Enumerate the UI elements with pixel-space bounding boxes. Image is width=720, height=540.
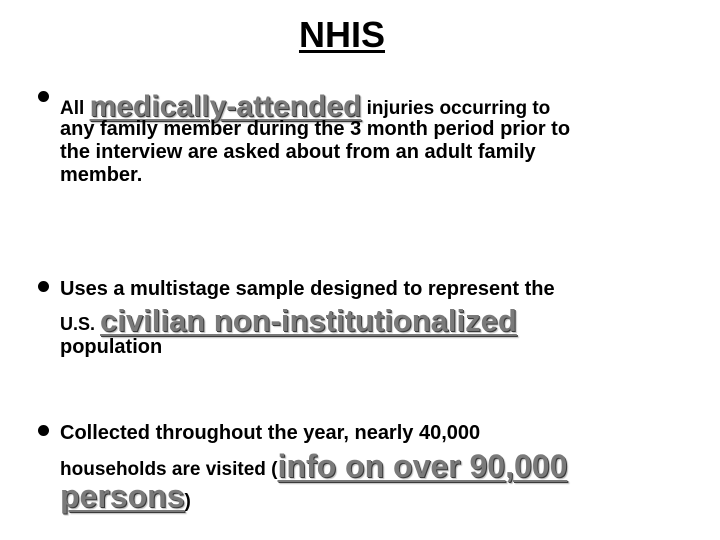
bullet-3-text-a: households are visited ( <box>60 459 278 480</box>
slide-title: NHIS <box>298 14 385 55</box>
bullet-2-text-a: U.S. <box>60 314 96 334</box>
bullet-2-line-3: population <box>60 336 163 358</box>
bullet-icon <box>38 281 49 292</box>
bullet-1-line-4: member. <box>60 164 143 186</box>
bullet-icon <box>38 425 49 436</box>
bullet-3-closing-paren: ) <box>184 491 191 512</box>
emphasis-persons: persons <box>60 478 185 514</box>
bullet-1-text-b: injuries occurring to <box>366 98 551 119</box>
bullet-1-line-1 <box>60 88 550 122</box>
bullet-3-line-3 <box>60 478 191 515</box>
emphasis-info-on-over: info on over 90,000 <box>277 448 568 484</box>
emphasis-medically-attended: medically-attended <box>89 90 362 123</box>
emphasis-civilian-non-institutionalized: civilian non-institutionalized <box>100 303 517 338</box>
bullet-2-line-2 <box>60 302 517 338</box>
bullet-1-line-3: the interview are asked about from an adult family <box>60 141 536 163</box>
bullet-3-line-1: Collected throughout the year, nearly 40,000 <box>60 422 481 444</box>
bullet-1-line-2: any family member during the 3 month period prior to <box>60 118 571 140</box>
bullet-1-text-a: All <box>60 98 85 119</box>
bullet-icon <box>38 91 49 102</box>
bullet-2-line-1: Uses a multistage sample designed to represent the <box>60 278 555 300</box>
